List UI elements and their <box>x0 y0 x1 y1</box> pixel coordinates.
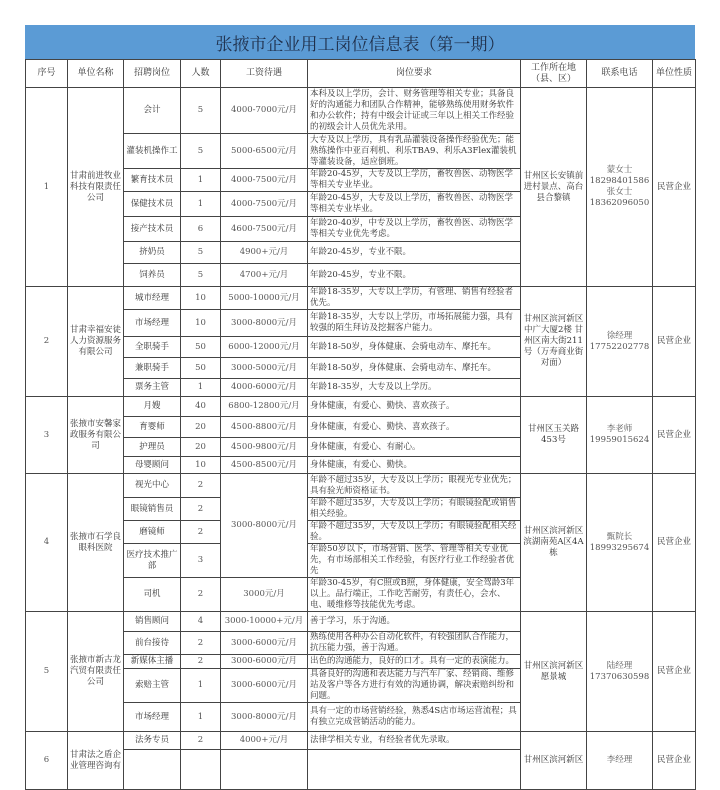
position-wage: 3000-5000元/月 <box>221 358 308 379</box>
position-title: 法务专员 <box>124 732 181 750</box>
position-count: 1 <box>181 703 221 732</box>
company-number: 4 <box>26 474 68 612</box>
position-wage: 4000+元/月 <box>221 732 308 750</box>
position-count: 2 <box>181 578 221 612</box>
position-requirements <box>308 750 521 790</box>
header-position: 招聘岗位 <box>124 60 181 88</box>
table-row <box>26 397 696 417</box>
contact-phone: 蒙女士 18298401586 张女士 18362096050 <box>587 88 653 287</box>
position-count: 2 <box>181 632 221 655</box>
position-title: 城市经理 <box>124 287 181 310</box>
position-count: 20 <box>181 438 221 457</box>
position-title: 母婴顾问 <box>124 457 181 474</box>
position-wage: 4700+元/月 <box>221 264 308 287</box>
work-location: 甘州区滨河新区 <box>521 732 587 790</box>
position-count: 10 <box>181 287 221 310</box>
header-company: 单位名称 <box>68 60 124 88</box>
position-wage: 6800-12800元/月 <box>221 397 308 417</box>
position-requirements: 年龄20-40岁，中专及以上学历，畜牧兽医、动物医学等相关专业优先考虑。 <box>308 217 521 242</box>
position-count: 2 <box>181 655 221 669</box>
contact-phone: 陆经理 17370630598 <box>587 612 653 732</box>
position-requirements: 年龄18-35岁，大专及以上学历。 <box>308 379 521 397</box>
company-number: 3 <box>26 397 68 474</box>
position-wage: 3000-6000元/月 <box>221 632 308 655</box>
work-location: 甘州区长安镇前进村景点、高台县合黎镇 <box>521 88 587 287</box>
company-type: 民营企业 <box>653 397 696 474</box>
table-row <box>26 474 696 498</box>
position-requirements: 大专及以上学历，具有乳品灌装设备操作经验优先；能熟练操作中亚百利机、利乐TBA9、利乐A3Flex灌装机等灌装设备，适应倒班。 <box>308 134 521 169</box>
position-count: 5 <box>181 134 221 169</box>
position-count: 5 <box>181 264 221 287</box>
position-wage: 6000-12000元/月 <box>221 337 308 358</box>
position-count: 4 <box>181 612 221 632</box>
position-count: 5 <box>181 88 221 134</box>
position-requirements: 善于学习，乐于沟通。 <box>308 612 521 632</box>
company-number: 5 <box>26 612 68 732</box>
position-title: 市场经理 <box>124 310 181 337</box>
position-wage: 4900+元/月 <box>221 242 308 264</box>
position-title: 磨镜师 <box>124 521 181 544</box>
position-count: 2 <box>181 732 221 750</box>
position-requirements: 年龄18-50岁，身体健康、会骑电动车、摩托车。 <box>308 358 521 379</box>
position-count: 2 <box>181 474 221 498</box>
header-count: 人数 <box>181 60 221 88</box>
position-requirements: 出色的沟通能力，良好的口才。具有一定的表演能力。 <box>308 655 521 669</box>
position-count: 20 <box>181 417 221 438</box>
position-title: 视光中心 <box>124 474 181 498</box>
position-title: 育婴师 <box>124 417 181 438</box>
position-count: 10 <box>181 310 221 337</box>
position-requirements: 年龄不超过35岁，大专及以上学历；眼视光专业优先；具有验光师资格证书。 <box>308 474 521 498</box>
position-wage: 3000-8000元/月 <box>221 310 308 337</box>
company-type: 民营企业 <box>653 612 696 732</box>
position-requirements: 年龄18-35岁，大专以上学历，市场拓展能力强，具有较强的陌生拜访及挖掘客户能力。 <box>308 310 521 337</box>
position-wage: 5000-10000元/月 <box>221 287 308 310</box>
company-name: 甘肃幸福安徒人力资源服务有限公司 <box>68 287 124 397</box>
position-wage: 4500-8500元/月 <box>221 457 308 474</box>
work-location: 甘州区滨河新区滨湖南苑A区4A栋 <box>521 474 587 612</box>
work-location: 甘州区滨河新区中广大厦2楼 甘州区南大街211号（万寿商业街对面） <box>521 287 587 397</box>
position-requirements: 熟练使用各种办公自动化软件，有较强团队合作能力，抗压能力强，善于沟通。 <box>308 632 521 655</box>
position-title: 全职骑手 <box>124 337 181 358</box>
position-count: 2 <box>181 521 221 544</box>
position-requirements: 本科及以上学历，会计、财务管理等相关专业；具备良好的沟通能力和团队合作精神，能够熟练使用财务软件和办公软件；持有中级会计证或三年以上相关工作经验的初级会计人员优先录用。 <box>308 88 521 134</box>
position-wage <box>221 750 308 790</box>
position-requirements: 年龄20-45岁，专业不限。 <box>308 242 521 264</box>
position-title: 接产技术员 <box>124 217 181 242</box>
company-name: 甘肃法之盾企业管理咨询有 <box>68 732 124 790</box>
work-location: 甘州区玉关路453号 <box>521 397 587 474</box>
position-wage: 3000-6000元/月 <box>221 669 308 703</box>
company-name: 甘肃前进牧业科技有限责任公司 <box>68 88 124 287</box>
position-requirements: 年龄18-50岁，身体健康、会骑电动车、摩托车。 <box>308 337 521 358</box>
position-wage: 5000-6500元/月 <box>221 134 308 169</box>
position-requirements: 具备良好的沟通和表达能力与汽车厂家、经销商、维修站及客户等各方进行有效的沟通协调，解决索赔纠纷和问题。 <box>308 669 521 703</box>
position-requirements: 身体健康，有爱心、勤快、喜欢孩子。 <box>308 397 521 417</box>
position-title: 月嫂 <box>124 397 181 417</box>
position-count: 1 <box>181 669 221 703</box>
position-requirements: 具有一定的市场营销经验，熟悉4S店市场运营流程；具有独立完成营销活动的能力。 <box>308 703 521 732</box>
position-requirements: 身体健康，有爱心、勤快。 <box>308 457 521 474</box>
position-requirements: 年龄20-45岁，专业不限。 <box>308 264 521 287</box>
position-title: 兼职骑手 <box>124 358 181 379</box>
position-wage: 4000-7500元/月 <box>221 192 308 217</box>
position-count: 3 <box>181 544 221 578</box>
position-wage: 3000-8000元/月 <box>221 703 308 732</box>
position-count: 2 <box>181 498 221 521</box>
position-wage: 3000-10000+元/月 <box>221 612 308 632</box>
contact-phone: 甄院长 18993295674 <box>587 474 653 612</box>
table-row <box>26 287 696 310</box>
contact-phone: 李老师 19959015624 <box>587 397 653 474</box>
position-requirements: 年龄不超过35岁，大专及以上学历；有眼镜验配相关经验。 <box>308 521 521 544</box>
company-name: 张掖市新古龙汽贸有限责任公司 <box>68 612 124 732</box>
position-title: 索赔主管 <box>124 669 181 703</box>
position-title: 挤奶员 <box>124 242 181 264</box>
position-requirements: 法律学相关专业，有经验者优先录取。 <box>308 732 521 750</box>
position-wage: 4000-7500元/月 <box>221 169 308 192</box>
table-row <box>26 732 696 750</box>
position-requirements: 身体健康，有爱心、有耐心。 <box>308 438 521 457</box>
company-type: 民营企业 <box>653 474 696 612</box>
position-count: 5 <box>181 242 221 264</box>
position-requirements: 年龄30-45岁，有C照或B照，身体健康，安全驾龄3年以上。品行端正，工作吃苦耐劳，有责任心，会水、电、暖维修等技能优先考虑。 <box>308 578 521 612</box>
position-title <box>124 750 181 790</box>
position-wage: 4000-6000元/月 <box>221 379 308 397</box>
position-requirements: 年龄18-35岁，大专以上学历，有管理、销售有经验者优先。 <box>308 287 521 310</box>
job-table <box>25 59 696 790</box>
work-location: 甘州区滨河新区愿景城 <box>521 612 587 732</box>
position-count: 40 <box>181 397 221 417</box>
position-wage: 3000-6000元/月 <box>221 655 308 669</box>
company-number: 6 <box>26 732 68 790</box>
position-count: 6 <box>181 217 221 242</box>
header-contact: 联系电话 <box>587 60 653 88</box>
position-wage: 4600-7500元/月 <box>221 217 308 242</box>
position-title: 医疗技术推广部 <box>124 544 181 578</box>
position-title: 新媒体主播 <box>124 655 181 669</box>
position-title: 会计 <box>124 88 181 134</box>
position-title: 司机 <box>124 578 181 612</box>
position-wage: 3000元/月 <box>221 578 308 612</box>
position-requirements: 身体健康，有爱心、勤快、喜欢孩子。 <box>308 417 521 438</box>
header-wage: 工资待遇 <box>221 60 308 88</box>
position-requirements: 年龄不超过35岁，大专及以上学历；有眼镜验配或销售相关经验。 <box>308 498 521 521</box>
header-no: 序号 <box>26 60 68 88</box>
table-row <box>26 612 696 632</box>
position-requirements: 年龄50岁以下，市场营销、医学、管理等相关专业优先，有市场部相关工作经验，有医疗行业工作经验者优先 <box>308 544 521 578</box>
company-number: 1 <box>26 88 68 287</box>
position-wage: 3000-8000元/月 <box>221 474 308 578</box>
position-title: 销售顾问 <box>124 612 181 632</box>
header-row <box>26 60 696 88</box>
company-type: 民营企业 <box>653 287 696 397</box>
company-name: 张掖市石学良眼科医院 <box>68 474 124 612</box>
position-title: 眼镜销售员 <box>124 498 181 521</box>
position-wage: 4000-7000元/月 <box>221 88 308 134</box>
table-title: 张掖市企业用工岗位信息表（第一期） <box>25 25 695 59</box>
contact-phone: 李经理 <box>587 732 653 790</box>
position-count <box>181 750 221 790</box>
position-count: 50 <box>181 337 221 358</box>
company-name: 张掖市安馨家政服务有限公司 <box>68 397 124 474</box>
contact-phone: 徐经理 17752202778 <box>587 287 653 397</box>
position-wage: 4500-8800元/月 <box>221 417 308 438</box>
position-title: 饲养员 <box>124 264 181 287</box>
position-count: 1 <box>181 192 221 217</box>
position-count: 1 <box>181 169 221 192</box>
position-title: 护理员 <box>124 438 181 457</box>
company-type: 民营企业 <box>653 88 696 287</box>
position-title: 保健技术员 <box>124 192 181 217</box>
table-row <box>26 88 696 134</box>
position-requirements: 年龄20-45岁，大专及以上学历，畜牧兽医、动物医学等相关专业毕业。 <box>308 169 521 192</box>
header-type: 单位性质 <box>653 60 696 88</box>
position-title: 繁育技术员 <box>124 169 181 192</box>
position-count: 1 <box>181 379 221 397</box>
header-requirements: 岗位要求 <box>308 60 521 88</box>
position-count: 10 <box>181 457 221 474</box>
position-title: 市场经理 <box>124 703 181 732</box>
company-number: 2 <box>26 287 68 397</box>
position-title: 票务主管 <box>124 379 181 397</box>
header-location: 工作所在地（县、区） <box>521 60 587 88</box>
company-type: 民营企业 <box>653 732 696 790</box>
position-wage: 4500-9800元/月 <box>221 438 308 457</box>
position-requirements: 年龄20-45岁，大专及以上学历，畜牧兽医、动物医学等相关专业毕业。 <box>308 192 521 217</box>
position-title: 前台接待 <box>124 632 181 655</box>
position-title: 灌装机操作工 <box>124 134 181 169</box>
position-count: 50 <box>181 358 221 379</box>
